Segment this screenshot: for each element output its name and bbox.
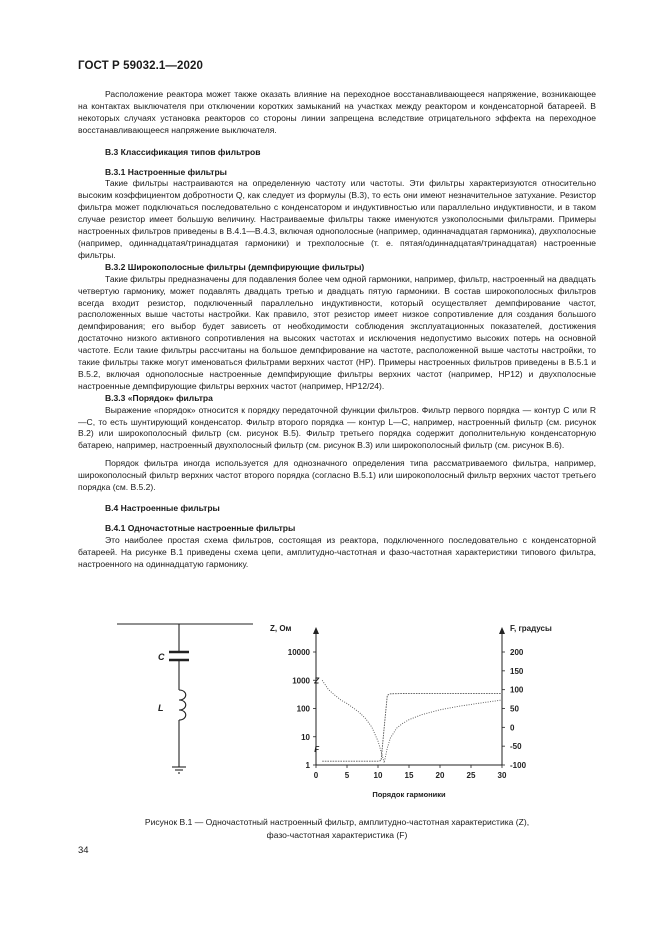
section-b32-paragraph: Такие фильтры предназначены для подавления более чем одной гармоники, например, фильтр, настроенный на двадцать четвертую гармонику, может подавлять двадцать третью и двадцать пятую гармоники. В состав широкополосных фильтров всегда входит резистор, подключенный параллельно индуктивности, который осуществляет демпфирование частот, расположенных выше частоты настройки. Как правило, этот резистор имеет низкое сопротивление для создания большого демпфирования; его выбор будет зависеть от необходимости соблюдения эксплуатационных показателей, достижения достаточно низкого активного сопротивления на высоких частотах и исключения недопустимо высоких потерь на основной частоте. Если такие фильтры рассчитаны на большое демпфирование на частоте, расположенной выше частоты настройки, то такие фильтры также могут именоваться фильтрами верхних частот (НР). Примеры настроенных фильтров приведены в В.5.1 и В.5.2, включая однополосные настроенные демпфирующие фильтры верхних частот (например, НР12) и двухполосные настроенные демпфирующие фильтры верхних частот (например, НР12/24).: [78, 273, 596, 391]
y-right-tick-label: -50: [510, 742, 522, 752]
x-tick-label: 20: [435, 771, 445, 780]
section-b31-heading: В.3.1 Настроенные фильтры: [105, 166, 227, 177]
y-left-tick-label: 100: [296, 704, 310, 714]
document-body: [78, 89, 596, 571]
x-tick-label: 30: [497, 771, 507, 780]
x-tick-label: 10: [373, 771, 383, 780]
right-axis-arrow: [499, 627, 505, 634]
y-right-tick-label: 50: [510, 704, 519, 714]
section-b3-heading: В.3 Классификация типов фильтров: [105, 146, 261, 157]
page-number: 34: [78, 845, 89, 856]
x-tick-label: 5: [344, 771, 350, 780]
series-line-f: [322, 693, 502, 761]
y-right-tick-label: -100: [510, 761, 527, 770]
x-axis-title: Порядок гармоники: [372, 790, 446, 799]
figure-svg: [0, 616, 661, 811]
series-label-z: Z: [314, 676, 320, 686]
figure-caption: [78, 816, 596, 841]
intro-paragraph: Расположение реактора может также оказать влияние на переходное восстанавливающееся напряжение, возникающее на контактах выключателя при отключении коротких замыканий на участках между реактором и конденсаторной батареей. В некоторых случаях установка реакторов со стороны линии запрещена вследствие отрицательного эффекта на переходное восстанавливающееся напряжение выключателя.: [78, 89, 596, 135]
y-right-tick-label: 200: [510, 648, 524, 657]
section-b33-paragraph-2: Порядок фильтра иногда используется для однозначного определения типа рассматриваемого фильтра, например, широкополосный фильтр верхних частот второго порядка (согласно В.5.1) или широкополосный фильтр верхних частот третьего порядка (см. В.5.2).: [78, 458, 596, 493]
y-left-tick-label: 1000: [292, 676, 310, 686]
x-tick-label: 0: [313, 771, 319, 780]
figure-b1: [0, 616, 661, 811]
inductor-coil: [179, 690, 186, 720]
y-left-axis-title: Z, Ом: [270, 624, 292, 633]
section-b41-heading: В.4.1 Одночастотные настроенные фильтры: [105, 522, 296, 533]
left-axis-arrow: [313, 627, 319, 634]
x-tick-label: 25: [466, 771, 476, 780]
y-right-tick-label: 150: [510, 666, 524, 676]
section-b33-paragraph-1: Выражение «порядок» относится к порядку передаточной функции фильтров. Фильтр первого порядка — контур С или R—C, то есть шунтирующий конденсатор. Фильтр второго порядка — контур L—C, например, настроенный фильтр (см. рисунок В.2) или широкополосный фильтр (см. рисунок В.5). Фильтр третьего порядка содержит дополнительную конденсаторную батарею, например, настроенный двухполосный фильтр (см. рисунок В.3) или широкополосный фильтр (см. рисунок В.6).: [78, 404, 596, 451]
x-tick-label: 15: [404, 771, 414, 780]
y-right-tick-label: 0: [510, 723, 515, 733]
impedance-phase-chart: [270, 624, 552, 799]
y-left-tick-label: 10000: [287, 648, 310, 657]
caption-line-1: Рисунок В.1 — Одночастотный настроенный фильтр, амплитудно-частотная характеристика (Z),: [144, 817, 530, 827]
caption-line-2: фазо-частотная характеристика (F): [266, 829, 408, 840]
series-line-z: [322, 680, 502, 763]
inductor-label: L: [158, 703, 164, 713]
section-b31-paragraph: Такие фильтры настраиваются на определенную частоту или частоты. Эти фильтры характеризуются относительно высоким коэффициентом добротности Q, как следует из формулы (В.3), то есть они имеют незначительное затухание. Резистор фильтра может подключаться последовательно с конденсатором и индуктивностью или параллельно индуктивности, и в таком случае резистор имеет большую величину. Настраиваемые фильтры также именуются узкополосными фильтрами. Примеры настроенных фильтров приведены в В.4.1—В.4.3, включая однополосные (например, одинначадцатая гармоника), двухполосные (например, одиннадцатая/тринадцатая гармоники) и трехполосные (т. е. пятая/одиннадцатая/тринадцатая) настроенные фильтры.: [78, 178, 596, 260]
section-b4-heading: В.4 Настроенные фильтры: [105, 503, 220, 513]
section-b33-heading: В.3.3 «Порядок» фильтра: [105, 392, 213, 403]
y-right-tick-label: 100: [510, 685, 524, 695]
y-left-tick-label: 10: [301, 732, 310, 742]
standard-header: ГОСТ Р 59032.1—2020: [78, 60, 203, 72]
circuit-diagram: [117, 624, 253, 773]
section-b32-heading: В.3.2 Широкополосные фильтры (демпфирующие фильтры): [105, 261, 365, 272]
y-left-tick-label: 1: [305, 761, 310, 770]
y-right-axis-title: F, градусы: [510, 624, 552, 633]
capacitor-label: C: [158, 652, 165, 662]
series-label-f: F: [314, 745, 320, 755]
section-b41-paragraph: Это наиболее простая схема фильтров, состоящая из реактора, подключенного последовательно с конденсаторной батареей. На рисунке В.1 приведены схема цепи, амплитудно-частотная и фазо-частотная характеристики типового фильтра, настроенного на одиннадцатую гармонику.: [78, 534, 596, 569]
